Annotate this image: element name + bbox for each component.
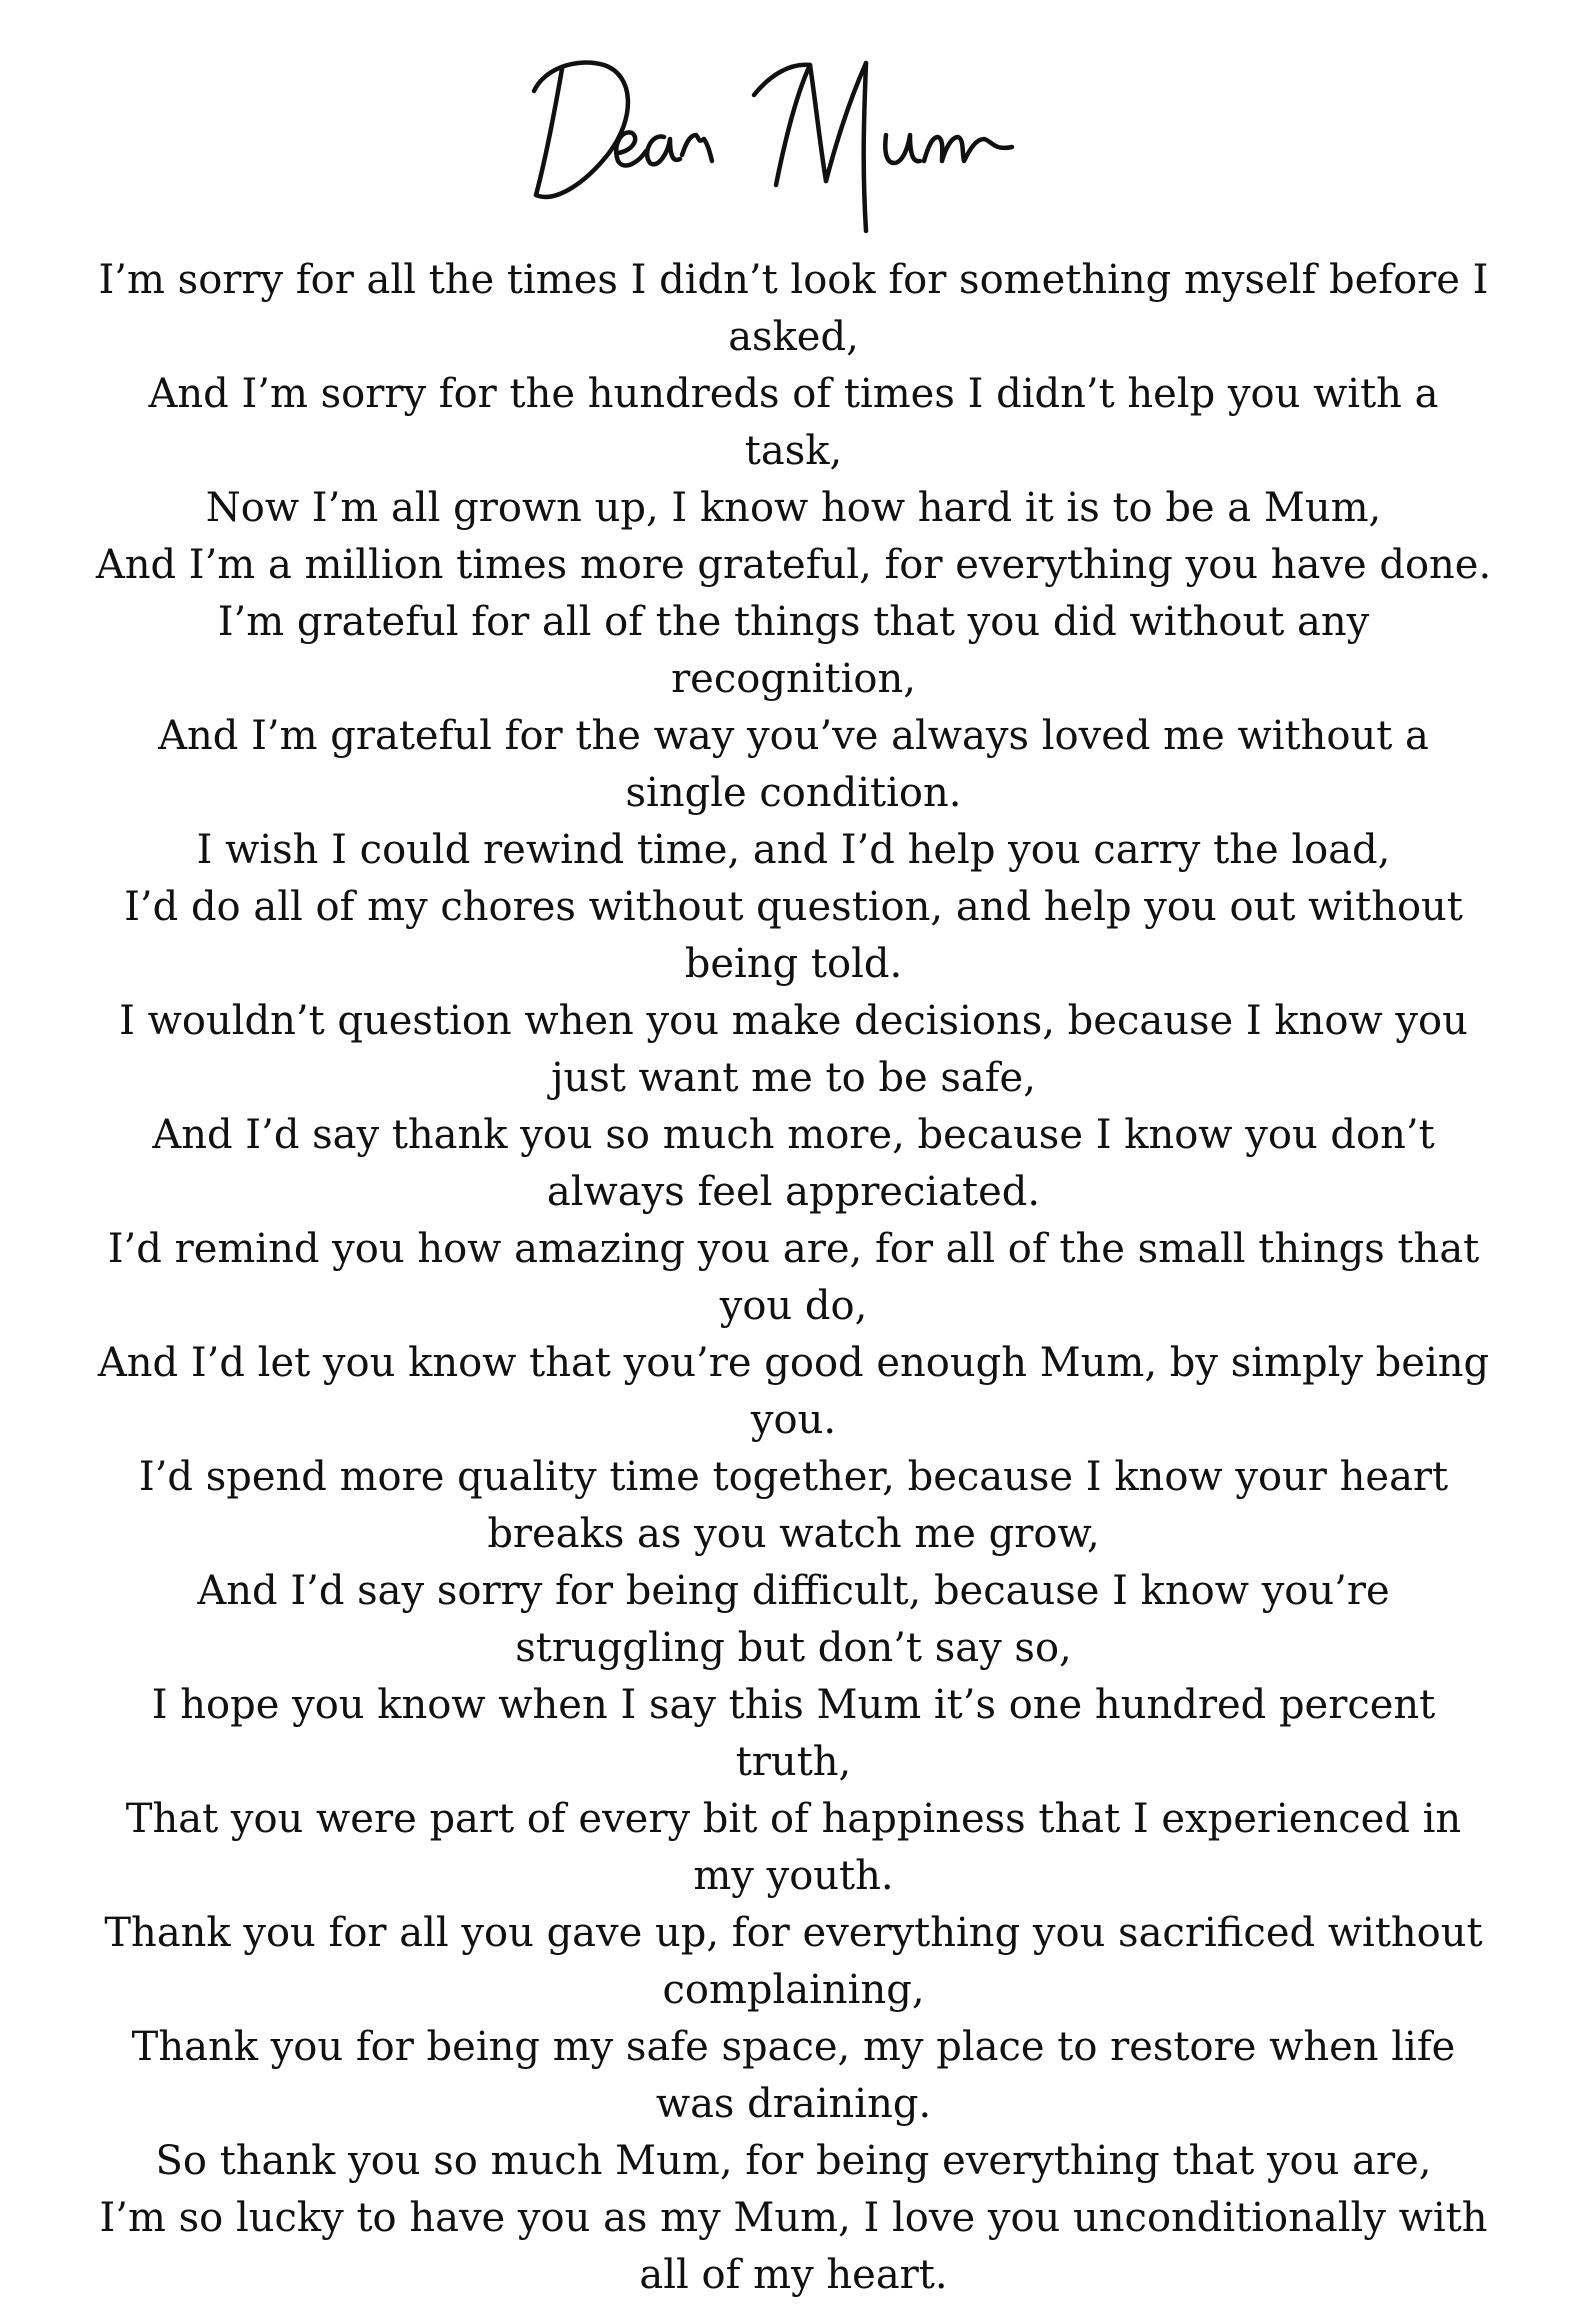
poem-lines [60, 252, 1527, 2304]
poem-line: I’d spend more quality time together, because I know your heart breaks as you watch me grow, [138, 1454, 1449, 1557]
poem-line: And I’m a million times more grateful, for everything you have done. [95, 542, 1492, 588]
poem-line: I’d do all of my chores without question, and help you out without being told. [124, 884, 1463, 987]
poem-line: I wish I could rewind time, and I’d help you carry the load, [196, 827, 1391, 873]
poem-line: And I’d say sorry for being difficult, because I know you’re struggling but don’t say so, [197, 1568, 1390, 1671]
poem-line: I hope you know when I say this Mum it’s one hundred percent truth, [151, 1682, 1436, 1785]
poem-line: I’m sorry for all the times I didn’t look for something myself before I asked, [98, 257, 1489, 360]
poem-line: I’m grateful for all of the things that you did without any recognition, [217, 599, 1370, 702]
poem-line: Thank you for being my safe space, my place to restore when life was draining. [131, 2024, 1456, 2127]
poem-line: That you were part of every bit of happiness that I experienced in my youth. [125, 1796, 1462, 1899]
poem-line: I’d remind you how amazing you are, for all of the small things that you do, [107, 1226, 1480, 1329]
poem-line: And I’m grateful for the way you’ve always loved me without a single condition. [158, 713, 1429, 816]
poem-line: I wouldn’t question when you make decisions, because I know you just want me to be safe, [119, 998, 1468, 1101]
poem-line: Thank you for all you gave up, for everything you sacrificed without complaining, [104, 1910, 1483, 2013]
poem-line: And I’d say thank you so much more, because I know you don’t always feel appreciated. [152, 1112, 1435, 1215]
poem-line: So thank you so much Mum, for being everything that you are, [155, 2138, 1432, 2184]
poem-line: And I’d let you know that you’re good enough Mum, by simply being you. [97, 1340, 1490, 1443]
poem-line: Now I’m all grown up, I know how hard it is to be a Mum, [205, 485, 1382, 531]
poem-line: And I’m sorry for the hundreds of times I didn’t help you with a task, [148, 371, 1439, 474]
page-title [0, 30, 1587, 240]
title-script-lettering [514, 35, 1074, 235]
poem-line: I’m so lucky to have you as my Mum, I love you unconditionally with all of my heart. [99, 2195, 1488, 2298]
